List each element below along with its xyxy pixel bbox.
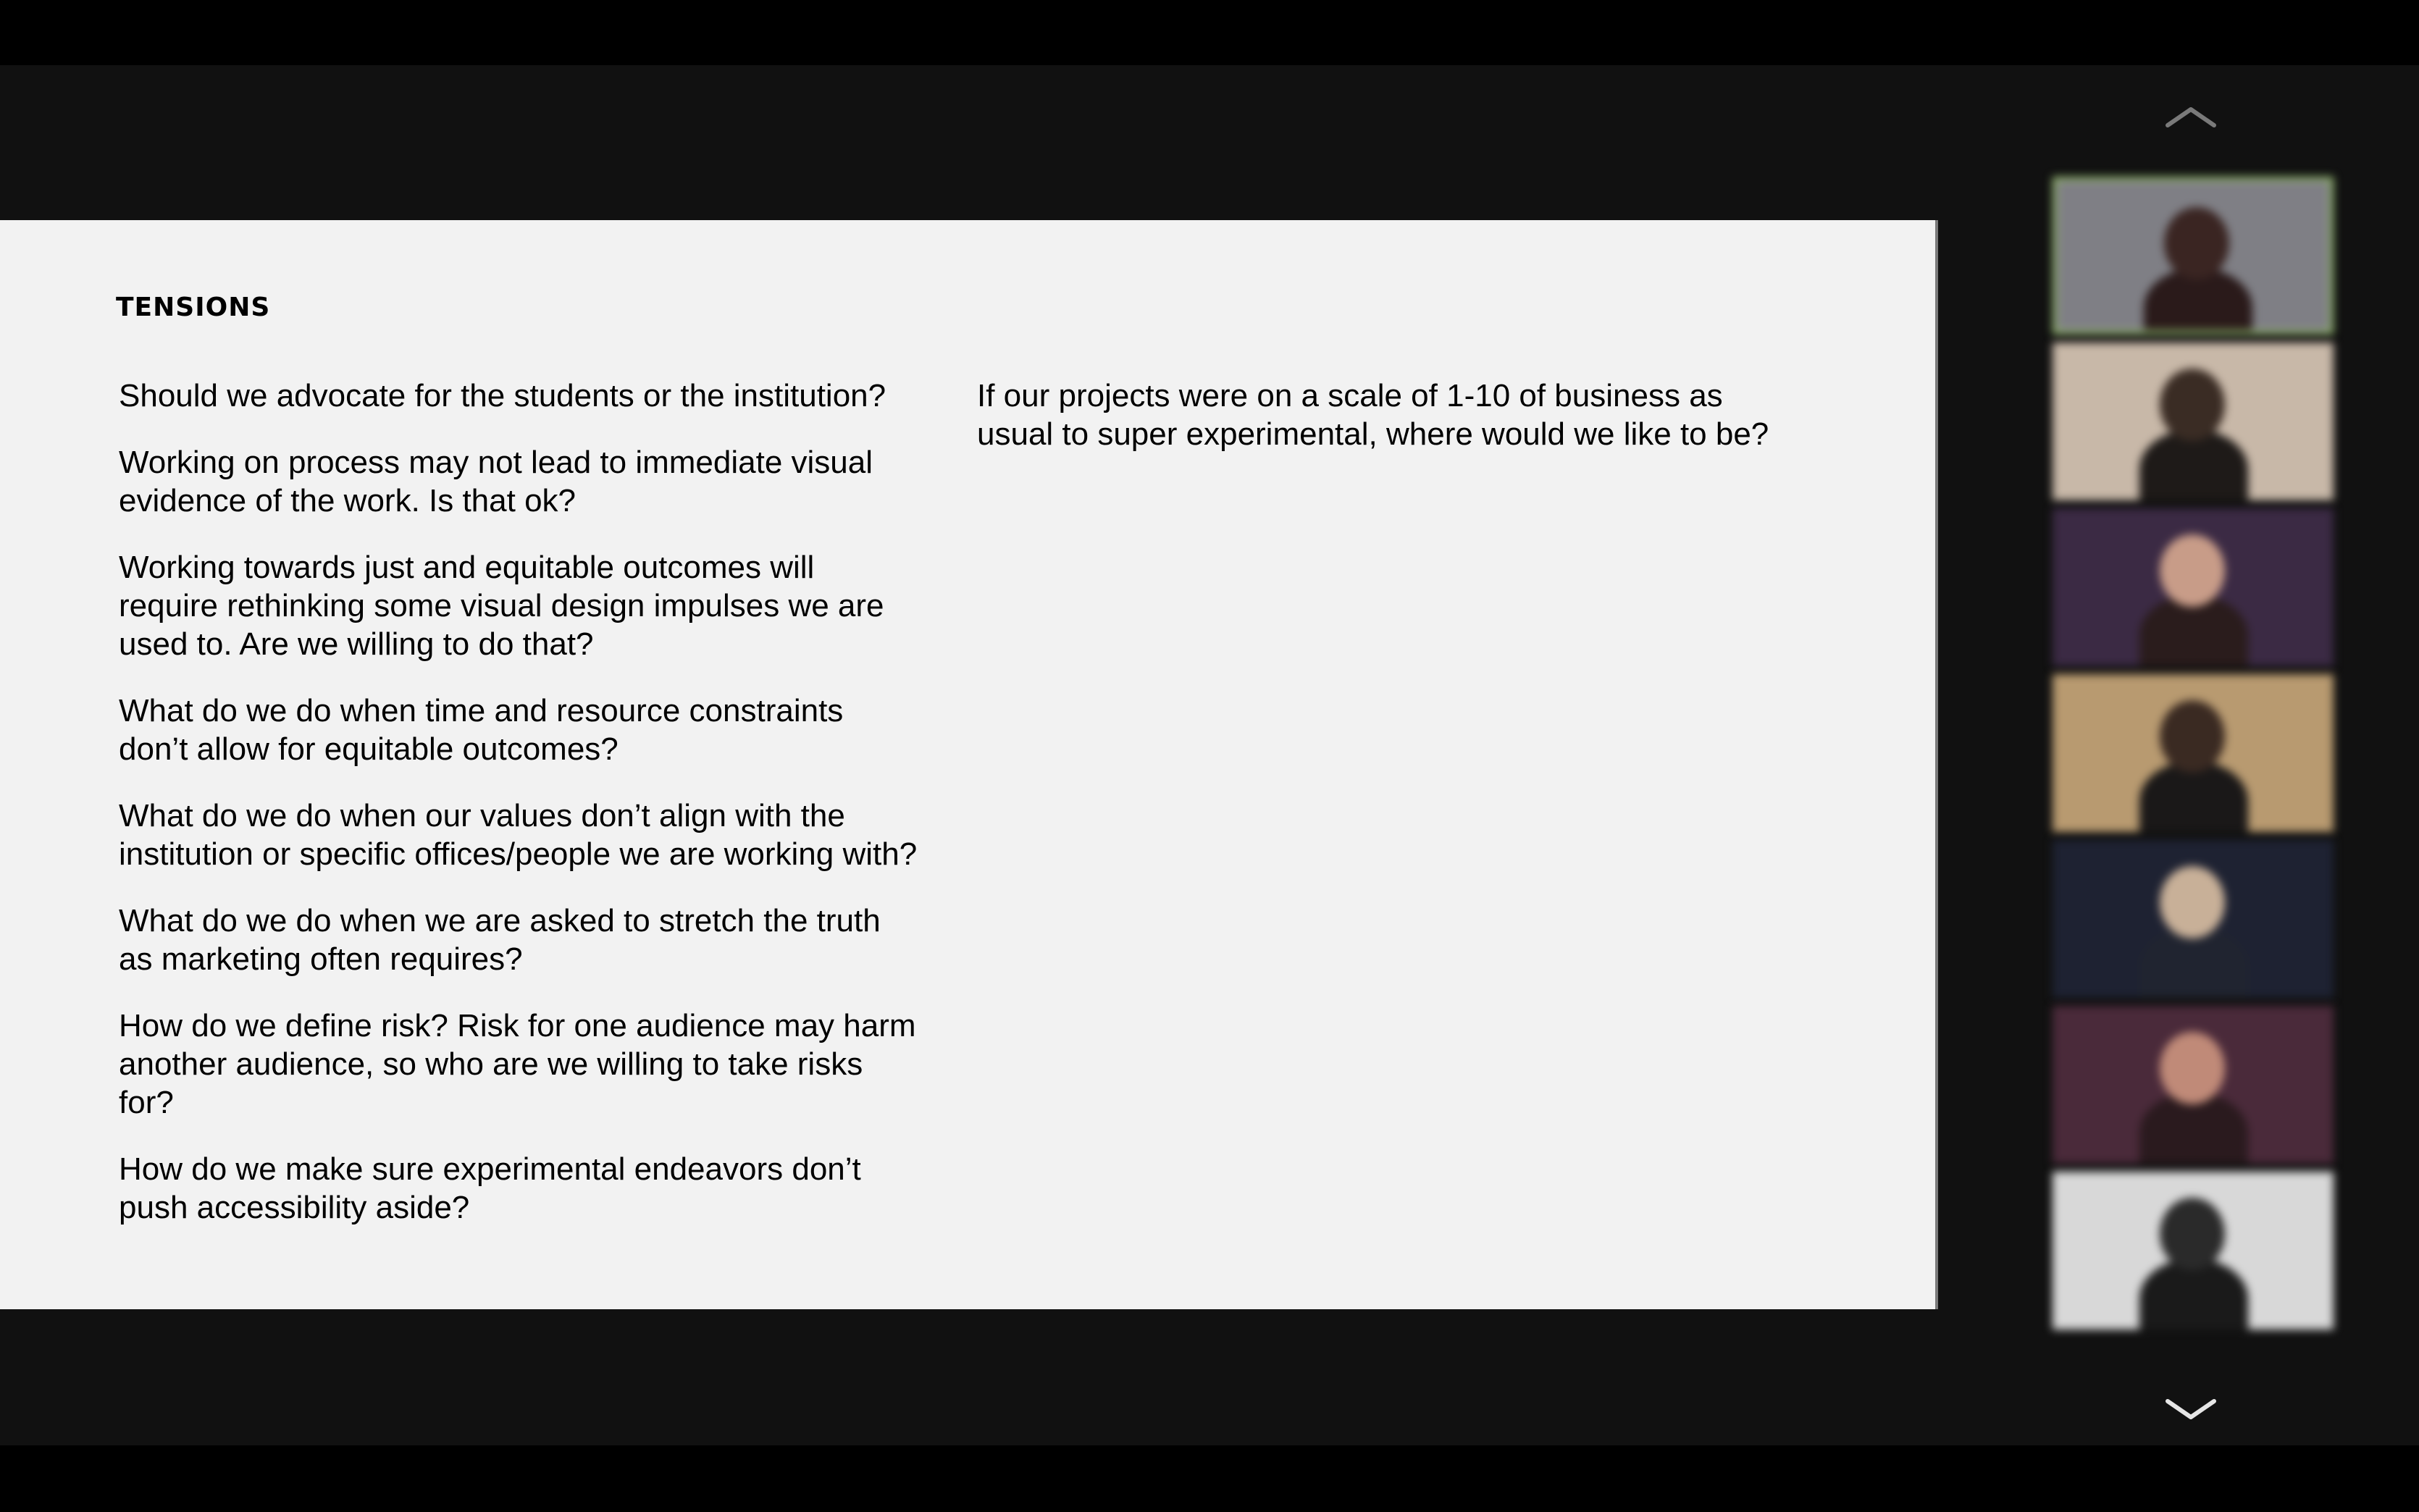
question-item: What do we do when time and resource constraints don’t allow for equitable outcomes? (119, 693, 844, 767)
participant-video-tile[interactable] (2053, 1172, 2334, 1330)
participant-video-tile[interactable] (2053, 508, 2334, 666)
participant-head (2160, 1198, 2225, 1270)
question-item: Should we advocate for the students or the institution? (119, 378, 886, 413)
right-question-column (977, 377, 1832, 482)
question-item: Working towards just and equitable outcomes will require rethinking some visual design impulses we are used to. Are we willing to do that? (119, 550, 884, 662)
chevron-down-icon[interactable] (2158, 1387, 2223, 1431)
participant-video-tile[interactable] (2053, 674, 2334, 832)
left-question-column (119, 377, 944, 1255)
question-item: What do we do when we are asked to stretch the truth as marketing often requires? (119, 903, 881, 977)
participant-head (2160, 1032, 2225, 1104)
participant-video-tile[interactable] (2053, 1006, 2334, 1164)
slide-title: TENSIONS (116, 293, 271, 322)
question-item: How do we define risk? Risk for one audience may harm another audience, so who are we willing to take risks for? (119, 1008, 916, 1120)
question-item: What do we do when our values don’t align with the institution or specific offices/people we are working with? (119, 798, 918, 872)
participant-video-tile[interactable] (2053, 840, 2334, 998)
participant-head (2164, 207, 2229, 280)
window-bottom-bar (0, 1445, 2419, 1512)
participant-video-tile[interactable] (2053, 177, 2334, 335)
shared-screen-slide (0, 220, 1938, 1309)
participant-head (2160, 369, 2225, 441)
participant-video-tile[interactable] (2053, 343, 2334, 500)
question-item: If our projects were on a scale of 1-10 of business as usual to super experimental, where would we like to be? (977, 378, 1769, 452)
participant-head (2160, 534, 2225, 607)
question-item: Working on process may not lead to immediate visual evidence of the work. Is that ok? (119, 445, 873, 518)
participant-head (2160, 700, 2225, 773)
participant-head (2160, 866, 2225, 938)
window-top-bar (0, 0, 2419, 65)
chevron-up-icon[interactable] (2158, 96, 2223, 139)
question-item: How do we make sure experimental endeavors don’t push accessibility aside? (119, 1151, 861, 1225)
